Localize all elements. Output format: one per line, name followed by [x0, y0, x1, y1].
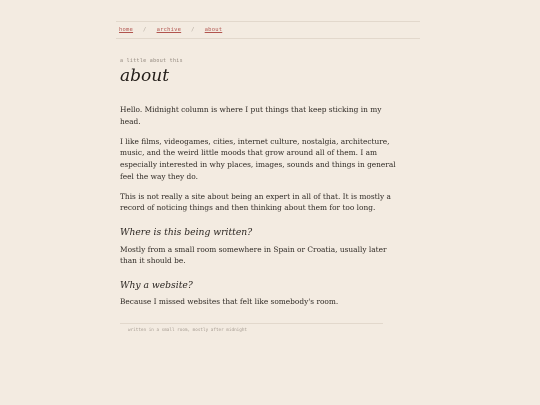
- paragraph-interests: I like films, videogames, cities, internet culture, nostalgia, architecture, music, and the weird little moods that grow around all of them. I am especially interested in why places, images, sounds and things in general feel the way they do.: [120, 136, 396, 181]
- paragraph-reason: Because I missed websites that felt like somebody's room.: [120, 297, 339, 307]
- paragraph-intro: Hello. Midnight column is where I put things that keep sticking in my head.: [120, 105, 382, 126]
- nav-link-home[interactable]: home: [119, 27, 134, 33]
- nav-link-about[interactable]: about: [204, 27, 223, 33]
- nav-separator: /: [143, 27, 147, 33]
- page-footer: written in a small room, mostly after midnight: [120, 323, 383, 333]
- heading-where-written: Where is this being written?: [120, 226, 253, 238]
- page-kicker: a little about this: [120, 58, 183, 64]
- paragraph-location: Mostly from a small room somewhere in Spain or Croatia, usually later than it should be.: [120, 244, 387, 266]
- paragraph-purpose: This is not really a site about being an expert in all of that. It is mostly a record of noticing things and then thinking about them for too long.: [120, 191, 391, 213]
- nav-link-archive[interactable]: archive: [156, 27, 182, 33]
- heading-why-website: Why a website?: [120, 279, 193, 291]
- nav-separator: /: [191, 27, 195, 33]
- main-content: [120, 104, 402, 317]
- breadcrumb-nav: [116, 21, 420, 39]
- page-title: about: [120, 66, 170, 86]
